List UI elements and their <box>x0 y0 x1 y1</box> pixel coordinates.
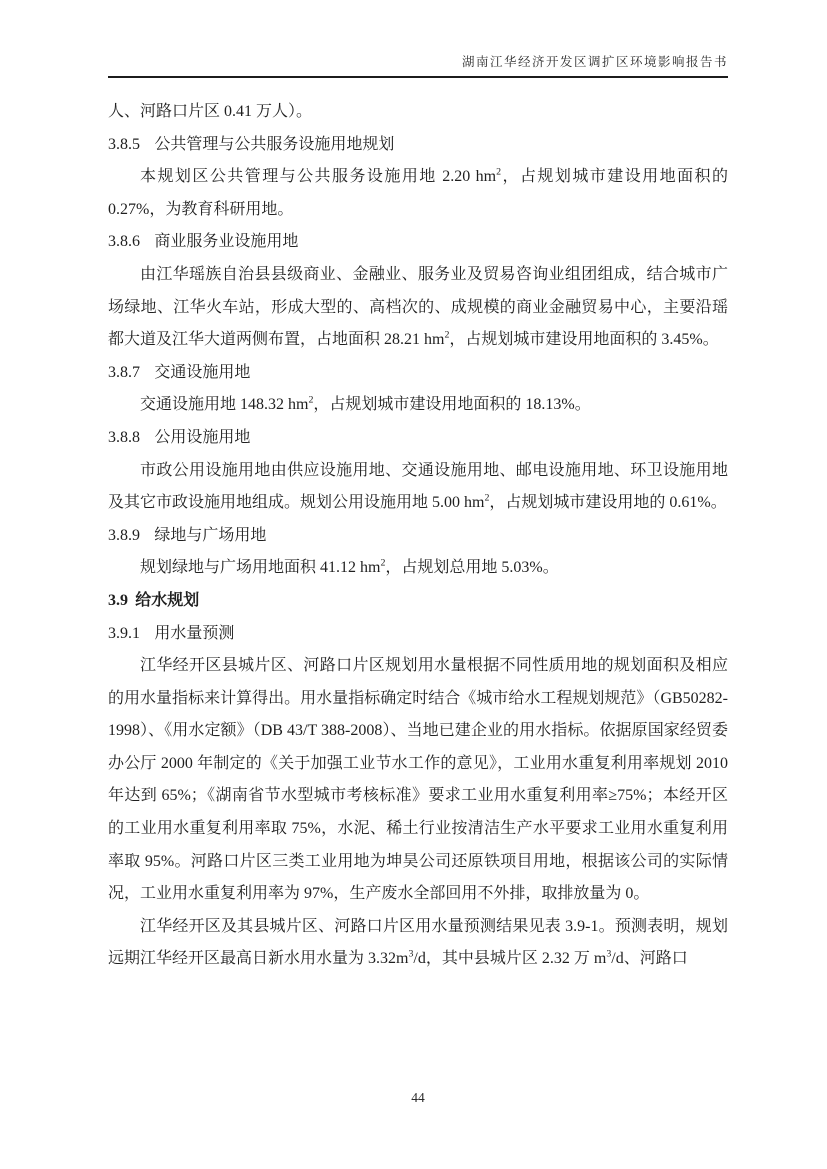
section-number: 3.9 <box>108 591 128 609</box>
superscript: 2 <box>308 395 314 407</box>
superscript: 2 <box>444 329 450 341</box>
text-run: ，占规划总用地 5.03%。 <box>385 559 559 577</box>
section-title: 交通设施用地 <box>154 363 251 381</box>
superscript: 2 <box>484 492 490 504</box>
superscript: 2 <box>380 557 386 569</box>
section-heading-3-9 <box>108 585 728 618</box>
superscript: 3 <box>606 949 612 961</box>
text-run: 江华经开区县城片区、河路口片区规划用水量根据不同性质用地的规划面积及相应的用水量指标来计算得出。用水量指标确定时结合《城市给水工程规划规范》（GB50282-1998）、《用水定额》（DB 43/T 388-2008）、当地已建企业的用水指标。依据原国家经贸委办公厅 2000 年制定的《关于加强工业节水工作的意见》，工业用水重复利用率规划 2010 年达到 65%；《湖南省节水型城市考核标准》要求工业用水重复利用率≥75%；本经开区的工业用水重复利用率取 75%，水泥、稀土行业按清洁生产水平要求工业用水重复利用率取 95%。河路口片区三类工业用地为坤昊公司还原铁项目用地，根据该公司的实际情况，工业用水重复利用率为 97%，生产废水全部回用不外排，取排放量为 0。 <box>108 657 728 903</box>
section-heading-3-8-9 <box>108 520 728 553</box>
paragraph-3-9-1-b <box>108 911 728 976</box>
section-title: 公用设施用地 <box>154 428 251 446</box>
text-run: 由江华瑶族自治县县级商业、金融业、服务业及贸易咨询业组团组成，结合城市广场绿地、江华火车站，形成大型的、高档次的、成规模的商业金融贸易中心，主要沿瑶都大道及江华大道两侧布置，占地面积 28.21 hm <box>108 265 728 349</box>
text-run: 规划绿地与广场用地面积 41.12 hm <box>140 559 381 577</box>
section-number: 3.8.7 <box>108 363 140 381</box>
section-number: 3.9.1 <box>108 624 140 642</box>
section-heading-3-9-1 <box>108 618 728 651</box>
section-heading-3-8-6 <box>108 226 728 259</box>
section-title: 商业服务业设施用地 <box>154 233 299 251</box>
paragraph-carryover <box>108 96 728 129</box>
superscript: 2 <box>496 166 502 178</box>
section-title: 给水规划 <box>135 591 200 609</box>
text-run: /d、河路口 <box>611 950 688 968</box>
text-run: 人、河路口片区 0.41 万人）。 <box>108 103 313 120</box>
text-run: 交通设施用地 148.32 hm <box>140 396 309 414</box>
paragraph-3-8-5 <box>108 161 728 226</box>
section-number: 3.8.5 <box>108 135 140 153</box>
paragraph-3-8-8 <box>108 455 728 520</box>
text-run: 本规划区公共管理与公共服务设施用地 2.20 hm <box>140 168 497 186</box>
text-run: ，占规划城市建设用地的 0.61%。 <box>489 494 727 512</box>
page-number: 44 <box>411 1090 425 1105</box>
paragraph-3-8-7 <box>108 389 728 422</box>
text-run: /d，其中县城片区 2.32 万 m <box>413 950 607 968</box>
section-heading-3-8-8 <box>108 422 728 455</box>
page-header-title: 湖南江华经济开发区调扩区环境影响报告书 <box>461 55 728 69</box>
section-heading-3-8-5 <box>108 129 728 162</box>
section-number: 3.8.6 <box>108 233 140 251</box>
text-run: ，占规划城市建设用地面积的 18.13%。 <box>313 396 591 414</box>
document-body <box>108 96 728 976</box>
section-heading-3-8-7 <box>108 357 728 390</box>
header-rule <box>108 76 728 78</box>
section-title: 公共管理与公共服务设施用地规划 <box>154 135 395 153</box>
paragraph-3-8-6 <box>108 259 728 357</box>
paragraph-3-9-1-a <box>108 650 728 911</box>
text-run: ，占规划城市建设用地面积的 0.27%，为教育科研用地。 <box>108 168 728 218</box>
section-title: 用水量预测 <box>154 624 235 642</box>
paragraph-3-8-9 <box>108 552 728 585</box>
section-title: 绿地与广场用地 <box>154 526 267 544</box>
section-number: 3.8.8 <box>108 428 140 446</box>
section-number: 3.8.9 <box>108 526 140 544</box>
text-run: ，占规划城市建设用地面积的 3.45%。 <box>449 331 719 349</box>
text-run: 江华经开区及其县城片区、河路口片区用水量预测结果见表 3.9-1。预测表明，规划远期江华经开区最高日新水用水量为 3.32m <box>108 917 728 968</box>
text-run: 市政公用设施用地由供应设施用地、交通设施用地、邮电设施用地、环卫设施用地及其它市政设施用地组成。规划公用设施用地 5.00 hm <box>108 461 728 512</box>
superscript: 3 <box>408 949 414 961</box>
